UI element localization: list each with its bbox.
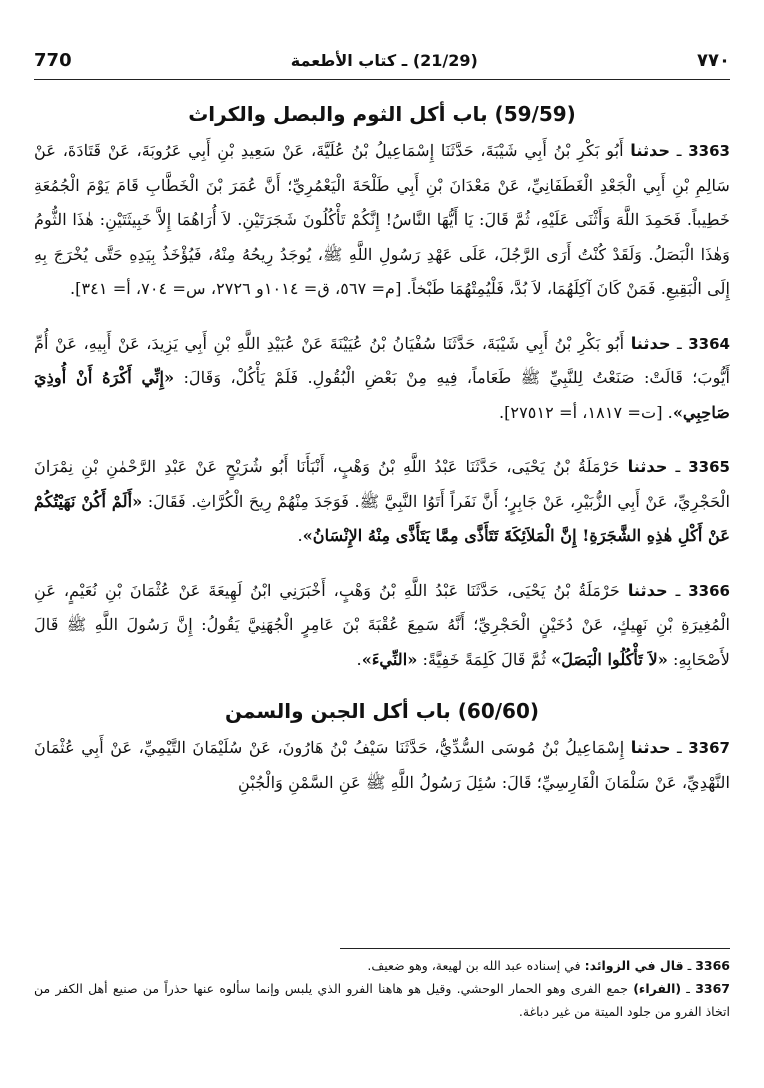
footnotes [34,954,730,1023]
haddathana-word: حدثنا [630,141,671,160]
hadith-text: إِسْمَاعِيلُ بْنُ مُوسَى السُّدِّيُّ، حَدَّثَنَا سَيْفُ بْنُ هَارُونَ، عَنْ سُلَيْمَانَ التَّيْمِيِّ، عَنْ أَبِي عُثْمَانَ النَّهْدِيِّ، عَنْ سَلْمَانَ الْفَارِسِيِّ؛ قَالَ: سُئِلَ رَسُولُ اللَّهِ ﷺ عَنِ السَّمْنِ وَالْجُبْنِ [34,738,730,792]
haddathana-word: حدثنا [627,457,668,476]
hadith-3367: 3367 ـ حدثنا إِسْمَاعِيلُ بْنُ مُوسَى السُّدِّيُّ، حَدَّثَنَا سَيْفُ بْنُ هَارُونَ، عَنْ سُلَيْمَانَ التَّيْمِيِّ، عَنْ أَبِي عُثْمَانَ النَّهْدِيِّ، عَنْ سَلْمَانَ الْفَارِسِيِّ؛ قَالَ: سُئِلَ رَسُولُ اللَّهِ ﷺ عَنِ السَّمْنِ وَالْجُبْنِ [34,738,730,792]
running-header [34,42,730,78]
footnote-number: 3367 [695,981,730,996]
hadith-number: 3366 [688,581,730,600]
main-text [34,94,730,800]
chapter-heading-60: (60/60) باب أكل الجبن والسمن [224,699,540,723]
footnote-rule [340,948,730,949]
book-page [34,42,730,1052]
footnote-text: في إسناده عبد الله بن لهيعة، وهو ضعيف. [367,958,585,973]
hadith-number: 3363 [688,142,730,160]
footnote-3366: 3366 ـ قال في الزوائد: في إسناده عبد الله بن لهيعة، وهو ضعيف. [367,958,730,973]
hadith-middle: ثُمَّ قَالَ كَلِمَةً خَفِيَّةً: [417,649,552,669]
hadith-number: 3365 [688,458,730,476]
haddathana-word: حدثنا [630,738,671,757]
hadith-3364: 3364 ـ حدثنا أَبُو بَكْرِ بْنُ أَبِي شَيْبَةَ، حَدَّثَنَا سُفْيَانُ بْنُ عُيَيْنَةَ عَنْ عُبَيْدِ اللَّهِ بْنِ أَبِي يَزِيدَ، عَنْ أَبِيهِ، عَنْ أُمِّ أَيُّوبَ؛ قَالَتْ: صَنَعْتُ لِلنَّبِيِّ ﷺ طَعَاماً، فِيهِ مِنْ بَعْضِ الْبُقُولِ. فَلَمْ يَأْكُلْ، وَقَالَ: «إِنِّي أَكْرَهُ أَنْ أُوذِيَ صَاحِبِي». [ت= ١٨١٧، أ= ٢٧٥١٢]. [34,333,730,422]
haddathana-word: حدثنا [630,333,671,353]
hadith-text: أَبُو بَكْرِ بْنُ أَبِي شَيْبَةَ، حَدَّثَنَا إِسْمَاعِيلُ بْنُ عُلَيَّةَ، عَنْ سَعِيدِ بْنِ أَبِي عَرُوبَةَ، عَنْ قَتَادَةَ، عَنْ سَالِمِ بْنِ أَبِي الْجَعْدِ الْغَطَفَانِيِّ، عَنْ مَعْدَانَ بْنِ أَبِي طَلْحَةَ الْيَعْمُرِيِّ؛ أَنَّ عُمَرَ بْنَ الْخَطَّابِ قَامَ يَوْمَ الْجُمُعَةِ خَطِيباً. فَحَمِدَ اللَّهَ وَأَثْنَى عَلَيْهِ، ثُمَّ قَالَ: يَا أَيُّهَا النَّاسُ! إِنَّكُمْ تَأْكُلُونَ شَجَرَتَيْنِ. لاَ أُرَاهُمَا إِلاَّ خَبِيثَتَيْنِ: هٰذَا الثُّومُ وَهٰذَا الْبَصَلُ. وَلَقَدْ كُنْتُ أَرَى الرَّجُلَ، عَلَى عَهْدِ رَسُولِ اللَّهِ ﷺ، يُوجَدُ رِيحُهُ مِنْهُ، فَيُؤْخَذُ بِيَدِهِ حَتَّى يُخْرَجَ بِهِ إِلَى الْبَقِيعِ. فَمَنْ كَانَ آكِلَهُمَا، لاَ بُدَّ، فَلْيُمِتْهُمَا طَبْخاً. [م= ٥٦٧، ق= ١٠١٤و ٢٧٢٦، س= ٧٠٤، أ= ٣٤١]. [34,141,730,298]
page-number-arabic: ٧٧٠ [697,49,730,71]
hadith-3365: 3365 ـ حدثنا حَرْمَلَةُ بْنُ يَحْيَى، حَدَّثَنَا عَبْدُ اللَّهِ بْنُ وَهْبٍ، أَنْبَأَنَا أَبُو شُرَيْحٍ عَنْ عَبْدِ الرَّحْمٰنِ بْنِ نِمْرَانَ الْحَجْرِيِّ، عَنْ أَبِي الزُّبَيْرِ، عَنْ جَابِرٍ؛ أَنَّ نَفَراً أَتَوُا النَّبِيَّ ﷺ. فَوَجَدَ مِنْهُمْ رِيحَ الْكُرَّاثِ. فَقَالَ: «أَلَمْ أَكُنْ نَهَيْتُكُمْ عَنْ أَكْلِ هٰذِهِ الشَّجَرَةِ! إِنَّ الْمَلاَئِكَةَ تَتَأَذَّى مِمَّا يَتَأَذَّى مِنْهُ الإِنْسَانُ». [34,457,730,545]
hadith-text: أَبُو بَكْرِ بْنُ أَبِي شَيْبَةَ، حَدَّثَنَا سُفْيَانُ بْنُ عُيَيْنَةَ عَنْ عُبَيْدِ اللَّهِ بْنِ أَبِي يَزِيدَ، عَنْ أَبِيهِ، عَنْ أُمِّ أَيُّوبَ؛ قَالَتْ: صَنَعْتُ لِلنَّبِيِّ ﷺ طَعَاماً، فِيهِ مِنْ بَعْضِ الْبُقُولِ. فَلَمْ يَأْكُلْ، وَقَالَ: [34,333,730,387]
hadith-text: حَرْمَلَةُ بْنُ يَحْيَى، حَدَّثَنَا عَبْدُ اللَّهِ بْنُ وَهْبٍ، أَنْبَأَنَا أَبُو شُرَيْحٍ عَنْ عَبْدِ الرَّحْمٰنِ بْنِ نِمْرَانَ الْحَجْرِيِّ، عَنْ أَبِي الزُّبَيْرِ، عَنْ جَابِرٍ؛ أَنَّ نَفَراً أَتَوُا النَّبِيَّ ﷺ. فَوَجَدَ مِنْهُمْ رِيحَ الْكُرَّاثِ. فَقَالَ: [34,457,730,511]
running-title: (21/29) ـ كتاب الأطعمة [290,50,478,70]
prophetic-quote: «إِنِّي أَكْرَهُ أَنْ أُوذِيَ صَاحِبِي» [34,368,730,422]
hadith-3366: 3366 ـ حدثنا حَرْمَلَةُ بْنُ يَحْيَى، حَدَّثَنَا عَبْدُ اللَّهِ بْنُ وَهْبٍ، أَخْبَرَنِي ابْنُ لَهِيعَةَ عَنْ عُثْمَانَ بْنِ نُعَيْمٍ، عَنِ الْمُغِيرَةِ بْنِ نَهِيكٍ، عَنْ دُخَيْنٍ الْحَجْرِيِّ؛ أَنَّهُ سَمِعَ عُقْبَةَ بْنَ عَامِرٍ الْجُهَنِيَّ يَقُولُ: إِنَّ رَسُولَ اللَّهِ ﷺ قَالَ لأَصْحَابِهِ: «لاَ تَأْكُلُوا الْبَصَلَ» ثُمَّ قَالَ كَلِمَةً خَفِيَّةً: «النِّيءَ». [34,580,730,669]
page-number-latin: 770 [34,49,72,71]
hadith-number: 3367 [688,739,730,757]
hadith-3363: 3363 ـ حدثنا أَبُو بَكْرِ بْنُ أَبِي شَيْبَةَ، حَدَّثَنَا إِسْمَاعِيلُ بْنُ عُلَيَّةَ، عَنْ سَعِيدِ بْنِ أَبِي عَرُوبَةَ، عَنْ قَتَادَةَ، عَنْ سَالِمِ بْنِ أَبِي الْجَعْدِ الْغَطَفَانِيِّ، عَنْ مَعْدَانَ بْنِ أَبِي طَلْحَةَ الْيَعْمُرِيِّ؛ أَنَّ عُمَرَ بْنَ الْخَطَّابِ قَامَ يَوْمَ الْجُمُعَةِ خَطِيباً. فَحَمِدَ اللَّهَ وَأَثْنَى عَلَيْهِ، ثُمَّ قَالَ: يَا أَيُّهَا النَّاسُ! إِنَّكُمْ تَأْكُلُونَ شَجَرَتَيْنِ. لاَ أُرَاهُمَا إِلاَّ خَبِيثَتَيْنِ: هٰذَا الثُّومُ وَهٰذَا الْبَصَلُ. وَلَقَدْ كُنْتُ أَرَى الرَّجُلَ، عَلَى عَهْدِ رَسُولِ اللَّهِ ﷺ، يُوجَدُ رِيحُهُ مِنْهُ، فَيُؤْخَذُ بِيَدِهِ حَتَّى يُخْرَجَ بِهِ إِلَى الْبَقِيعِ. فَمَنْ كَانَ آكِلَهُمَا، لاَ بُدَّ، فَلْيُمِتْهُمَا طَبْخاً. [م= ٥٦٧، ق= ١٠١٤و ٢٧٢٦، س= ٧٠٤، أ= ٣٤١]. [34,141,730,298]
hadith-number: 3364 [688,334,730,353]
hadith-reference: . [ت= ١٨١٧، أ= ٢٧٥١٢]. [498,402,673,422]
hadith-text: حَرْمَلَةُ بْنُ يَحْيَى، حَدَّثَنَا عَبْدُ اللَّهِ بْنُ وَهْبٍ، أَخْبَرَنِي ابْنُ لَهِيعَةَ عَنْ عُثْمَانَ بْنِ نُعَيْمٍ، عَنِ الْمُغِيرَةِ بْنِ نَهِيكٍ، عَنْ دُخَيْنٍ الْحَجْرِيِّ؛ أَنَّهُ سَمِعَ عُقْبَةَ بْنَ عَامِرٍ الْجُهَنِيَّ يَقُولُ: إِنَّ رَسُولَ اللَّهِ ﷺ قَالَ لأَصْحَابِهِ: [34,580,730,669]
footnote-number: 3366 [695,958,730,973]
hadith-end: . [356,649,362,669]
prophetic-quote-2: «النِّيءَ» [361,649,418,669]
footnote-3367: 3367 ـ (الفراء) جمع الفرى وهو الحمار الوحشي. وقيل هو هاهنا الفرو الذي يلبس وإنما سألوه عنها حذراً من صنيع أهل الكفر من اتخاذ الفرو من جلود الميتة من غير دباغة. [34,981,730,1019]
haddathana-word: حدثنا [627,580,668,600]
hadith-end: . [297,526,303,545]
footnote-label: قال في الزوائد: [584,958,684,973]
header-rule [34,79,730,80]
prophetic-quote: «أَلَمْ أَكُنْ نَهَيْتُكُمْ عَنْ أَكْلِ هٰذِهِ الشَّجَرَةِ! إِنَّ الْمَلاَئِكَةَ تَتَأَذَّى مِمَّا يَتَأَذَّى مِنْهُ الإِنْسَانُ» [34,491,730,545]
footnote-label: (الفراء) [633,981,682,996]
footnote-text: جمع الفرى وهو الحمار الوحشي. وقيل هو هاهنا الفرو الذي يلبس وإنما سألوه عنها حذراً من صنيع أهل الكفر من اتخاذ الفرو من جلود الميتة من غير دباغة. [34,981,730,1019]
prophetic-quote-1: «لاَ تَأْكُلُوا الْبَصَلَ» [551,649,668,669]
chapter-heading-59: (59/59) باب أكل الثوم والبصل والكراث [188,102,576,126]
